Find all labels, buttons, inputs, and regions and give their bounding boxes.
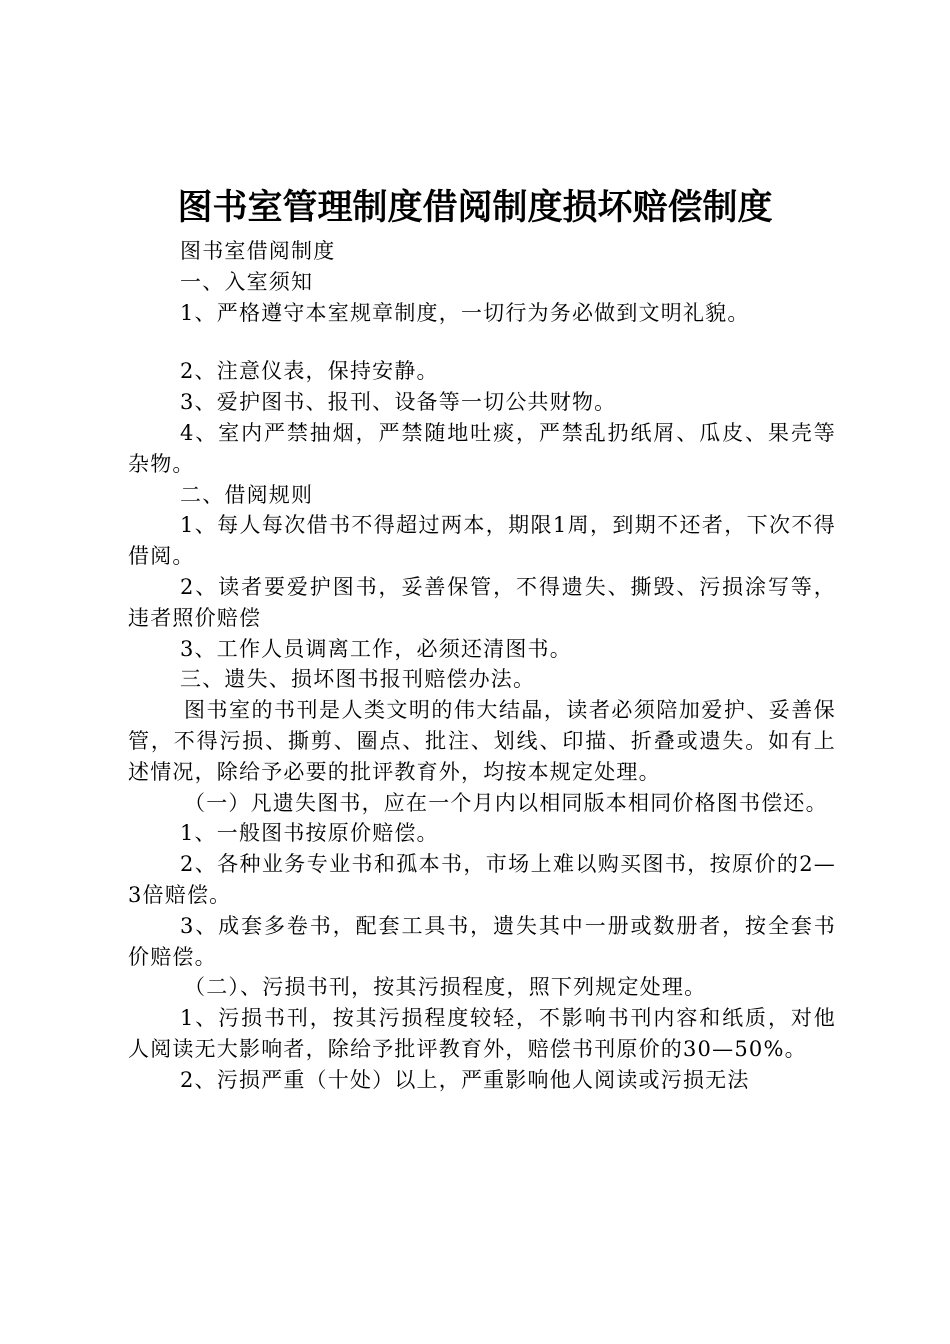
- section-heading-compensation: 三、遗失、损坏图书报刊赔偿办法。: [180, 667, 536, 692]
- section-heading-borrowing-rules: 二、借阅规则: [180, 482, 314, 507]
- section-heading-borrowing-system: 图书室借阅制度: [180, 239, 336, 263]
- section-heading-entry-notice: 一、入室须知: [180, 269, 314, 294]
- document-body: [128, 236, 836, 1096]
- rule-item: 1、严格遵守本室规章制度，一切行为务必做到文明礼貌。: [180, 300, 750, 325]
- rule-item: 3、爱护图书、报刊、设备等一切公共财物。: [180, 390, 617, 415]
- rule-item: 2、各种业务专业书和孤本书，市场上难以购买图书，按原价的2—3倍赔偿。: [128, 852, 836, 907]
- rule-item: 1、每人每次借书不得超过两本，期限1周，到期不还者，下次不得借阅。: [128, 513, 836, 569]
- document-title: 图书室管理制度借阅制度损坏赔偿制度: [177, 187, 773, 228]
- rule-item: 3、工作人员调离工作，必须还清图书。: [180, 636, 572, 661]
- rule-item: 1、一般图书按原价赔偿。: [180, 821, 439, 846]
- subsection-heading-lost-books: （一）凡遗失图书，应在一个月内以相同版本相同价格图书偿还。: [184, 790, 828, 815]
- rule-item: 2、读者要爱护图书，妥善保管，不得遗失、撕毁、污损涂写等，违者照价赔偿: [128, 574, 836, 630]
- rule-item: 4、室内严禁抽烟，严禁随地吐痰，严禁乱扔纸屑、瓜皮、果壳等杂物。: [128, 420, 836, 476]
- subsection-heading-damaged-books: （二）、污损书刊，按其污损程度，照下列规定处理。: [184, 975, 707, 1000]
- rule-item: 1、污损书刊，按其污损程度较轻，不影响书刊内容和纸质，对他人阅读无大影响者，除给予批评教育外，赔偿书刊原价的30—50%。: [128, 1006, 836, 1061]
- rule-item: 2、污损严重（十处）以上，严重影响他人阅读或污损无法: [180, 1067, 750, 1092]
- rule-item: 3、成套多卷书，配套工具书，遗失其中一册或数册者，按全套书价赔偿。: [128, 913, 836, 969]
- body-paragraph: 图书室的书刊是人类文明的伟大结晶，读者必须陪加爱护、妥善保管，不得污损、撕剪、圈点、批注、划线、印描、折叠或遗失。如有上述情况，除给予必要的批评教育外，均按本规定处理。: [128, 698, 836, 784]
- rule-item: 2、注意仪表，保持安静。: [180, 359, 439, 384]
